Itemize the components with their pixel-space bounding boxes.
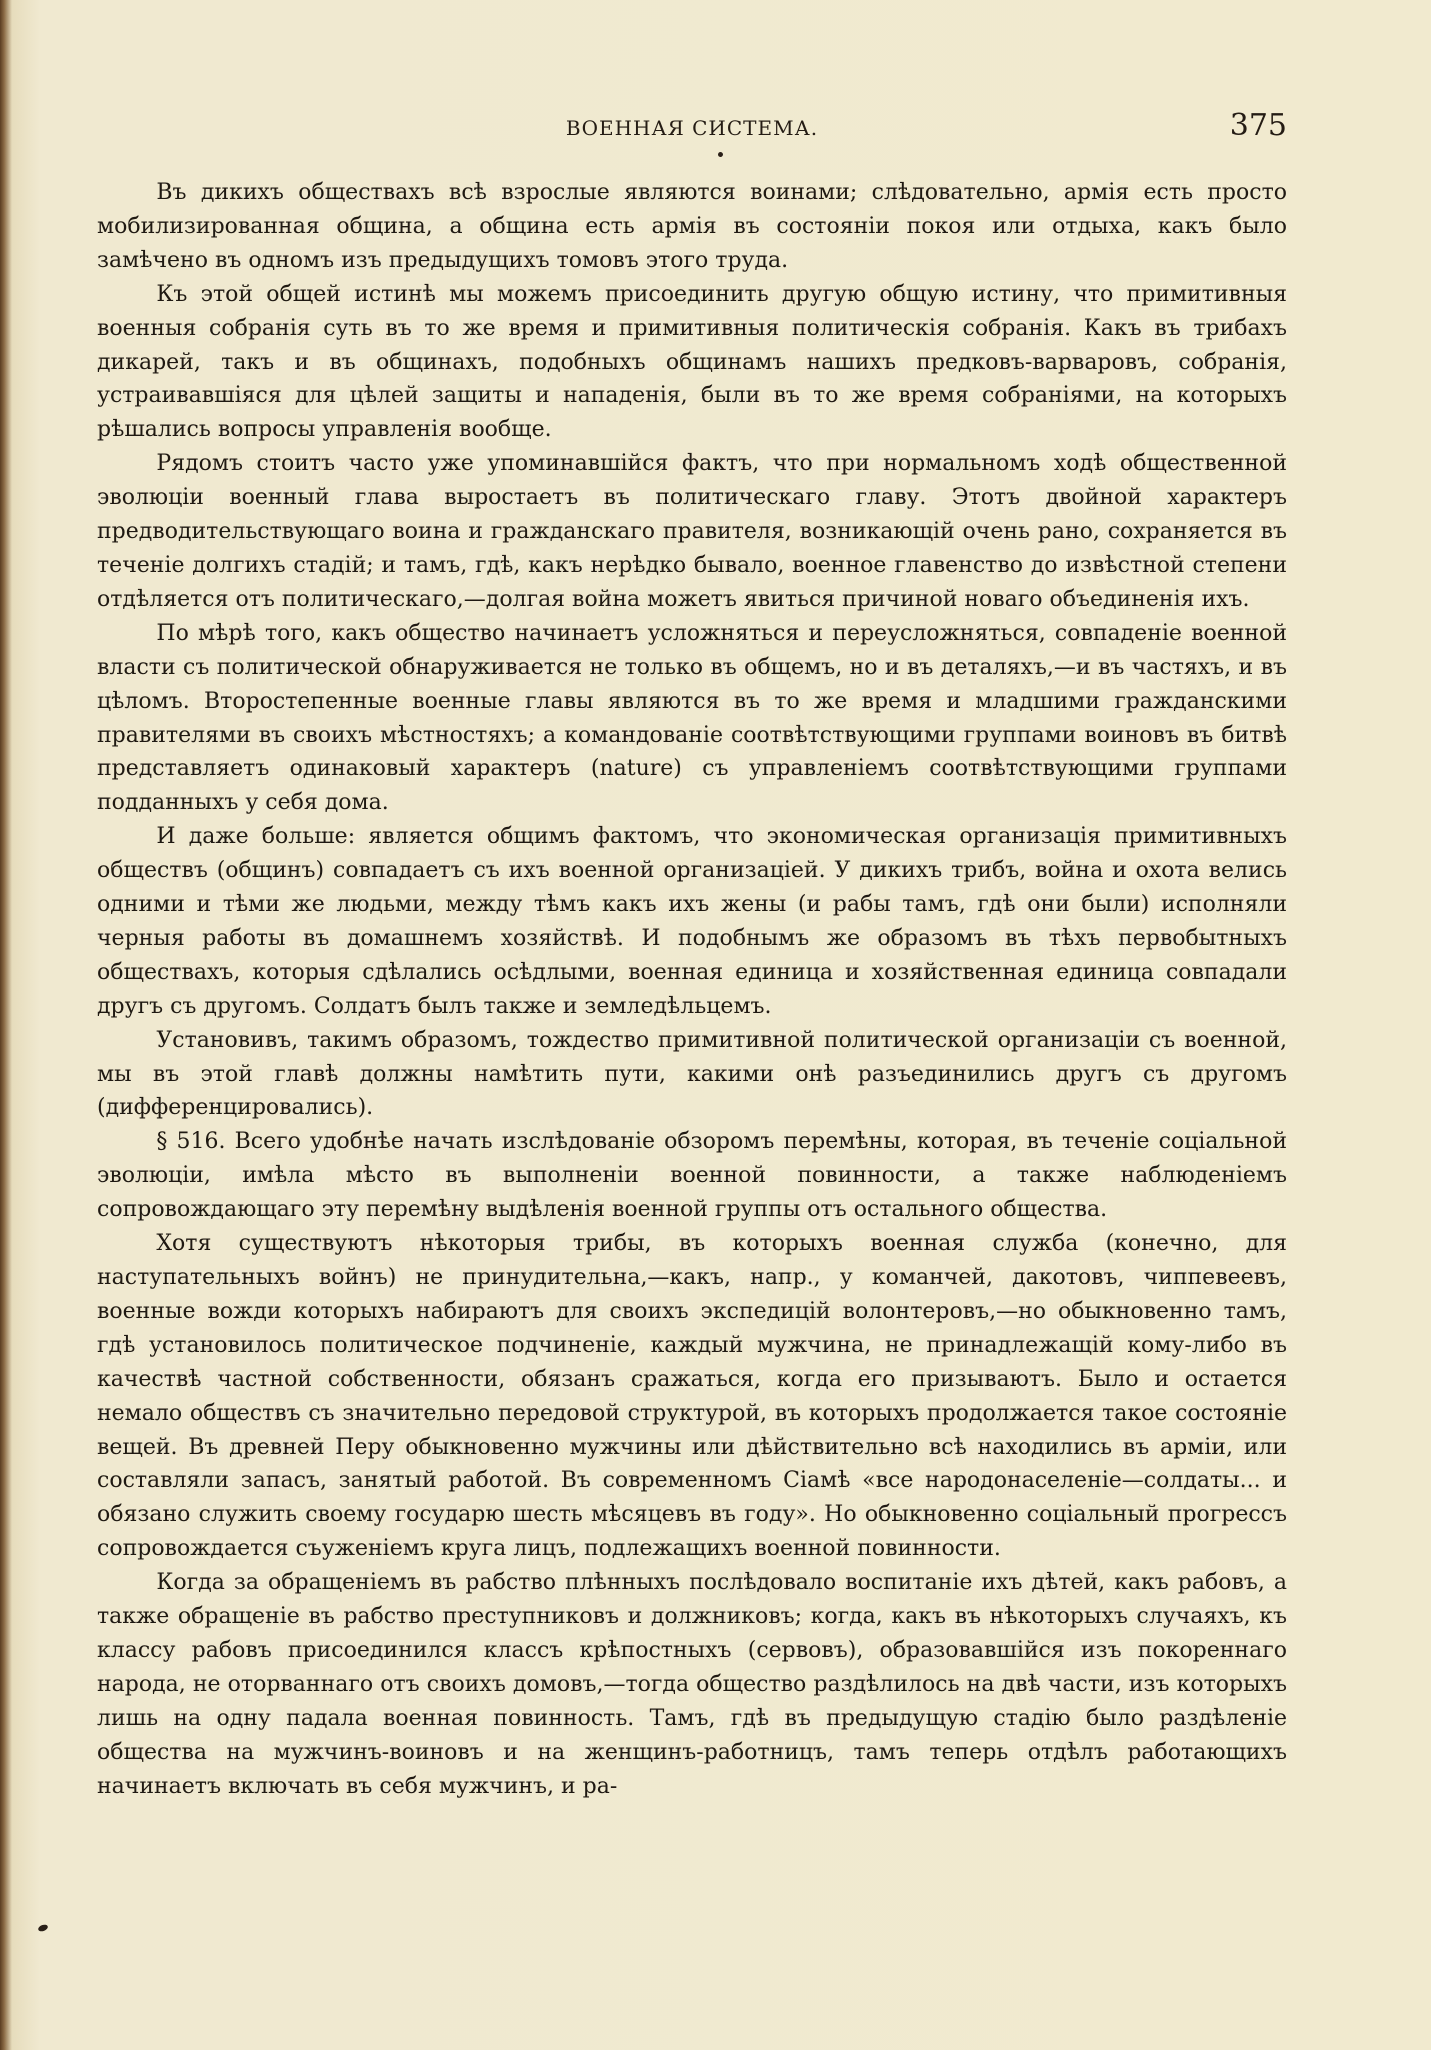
body-text <box>97 176 1287 1804</box>
page-header <box>97 108 1287 148</box>
paragraph: И даже больше: является общимъ фактомъ, что экономическая организація примитивныхъ обществъ (общинъ) совпадаетъ съ ихъ военной организаціей. У дикихъ трибъ, война и охота велись одними и тѣми же людьми, между тѣмъ какъ ихъ жены (и рабы тамъ, гдѣ они были) исполняли черныя работы въ домашнемъ хозяйствѣ. И подобнымъ же образомъ въ тѣхъ первобытныхъ обществахъ, которыя сдѣлались осѣдлыми, военная единица и хозяйственная единица совпадали другъ съ другомъ. Солдатъ былъ также и земледѣльцемъ. <box>97 824 1287 1019</box>
page-number: 375 <box>1229 108 1287 143</box>
ink-spot <box>37 1923 48 1932</box>
paragraph: Рядомъ стоитъ часто уже упоминавшійся фактъ, что при нормальномъ ходѣ общественной эволюціи военный глава выростаетъ въ политическаго главу. Этотъ двойной характеръ предводительствующаго воина и гражданскаго правителя, возникающій очень рано, сохраняется въ теченіе долгихъ стадій; и тамъ, гдѣ, какъ нерѣдко бывало, военное главенство до извѣстной степени отдѣляется отъ политическаго,—долгая война можетъ явиться причиной новаго объединенія ихъ. <box>97 451 1287 612</box>
paragraph: Въ дикихъ обществахъ всѣ взрослые являются воинами; слѣдовательно, армія есть просто мобилизированная община, а община есть армія въ состояніи покоя или отдыха, какъ было замѣчено въ одномъ изъ предыдущихъ томовъ этого труда. <box>97 180 1287 273</box>
paragraph: Къ этой общей истинѣ мы можемъ присоединить другую общую истину, что примитивныя военныя собранія суть въ то же время и примитивныя политическія собранія. Какъ въ трибахъ дикарей, такъ и въ общинахъ, подобныхъ общинамъ нашихъ предковъ-варваровъ, собранія, устраивавшіяся для цѣлей защиты и нападенія, были въ то же время собраніями, на которыхъ рѣшались вопросы управленія вообще. <box>97 281 1287 443</box>
paragraph: Когда за обращеніемъ въ рабство плѣнныхъ послѣдовало воспитаніе ихъ дѣтей, какъ рабовъ, а также обращеніе въ рабство преступниковъ и должниковъ; когда, какъ въ нѣкоторыхъ случаяхъ, къ классу рабовъ присоединился классъ крѣпостныхъ (сервовъ), образовавшійся изъ покореннаго народа, не оторваннаго отъ своихъ домовъ,—тогда общество раздѣлилось на двѣ части, изъ которыхъ лишь на одну падала военная повинность. Тамъ, гдѣ въ предыдущую стадію было раздѣленіе общества на мужчинъ-воиновъ и на женщинъ-работницъ, тамъ теперь отдѣлъ работающихъ начинаетъ включать въ себя мужчинъ, и ра- <box>97 1570 1287 1799</box>
running-title: ВОЕННАЯ СИСТЕМА. <box>565 116 819 140</box>
paragraph: Хотя существуютъ нѣкоторыя трибы, въ которыхъ военная служба (конечно, для наступательныхъ войнъ) не принудительна,—какъ, напр., у команчей, дакотовъ, чиппевеевъ, военные вожди которыхъ набираютъ для своихъ экспедицій волонтеровъ,—но обыкновенно тамъ, гдѣ установилось политическое подчиненіе, каждый мужчина, не принадлежащій кому-либо въ качествѣ частной собственности, обязанъ сражаться, когда его призываютъ. Было и остается немало обществъ съ значительно передовой структурой, въ которыхъ продолжается такое состояніе вещей. Въ древней Перу обыкновенно мужчины или дѣйствительно всѣ находились въ арміи, или составляли запасъ, занятый работой. Въ современномъ Сіамѣ «все народонаселеніе—солдаты... и обязано служить своему государю шесть мѣсяцевъ въ году». Но обыкновенно соціальный прогрессъ сопровождается съуженіемъ круга лицъ, подлежащихъ военной повинности. <box>97 1231 1287 1562</box>
paragraph: По мѣрѣ того, какъ общество начинаетъ усложняться и переусложняться, совпаденіе военной власти съ политической обнаруживается не только въ общемъ, но и въ деталяхъ,—и въ частяхъ, и въ цѣломъ. Второстепенные военные главы являются въ то же время и младшими гражданскими правителями въ своихъ мѣстностяхъ; а командованіе соотвѣтствующими группами воиновъ въ битвѣ представляетъ одинаковый характеръ (nature) съ управленіемъ соотвѣтствующими группами подданныхъ у себя дома. <box>97 620 1287 816</box>
section-paragraph: § 516. Всего удобнѣе начать изслѣдованіе обзоромъ перемѣны, которая, въ теченіе соціальной эволюціи, имѣла мѣсто въ выполненіи военной повинности, а также наблюденіемъ сопровождающаго эту перемѣну выдѣленія военной группы отъ остального общества. <box>97 1129 1287 1223</box>
paragraph: Установивъ, такимъ образомъ, тождество примитивной политической организаціи съ военной, мы въ этой главѣ должны намѣтить пути, какими онѣ разъединились другъ съ другомъ (дифференцировались). <box>97 1027 1287 1121</box>
ink-spot <box>717 151 723 157</box>
